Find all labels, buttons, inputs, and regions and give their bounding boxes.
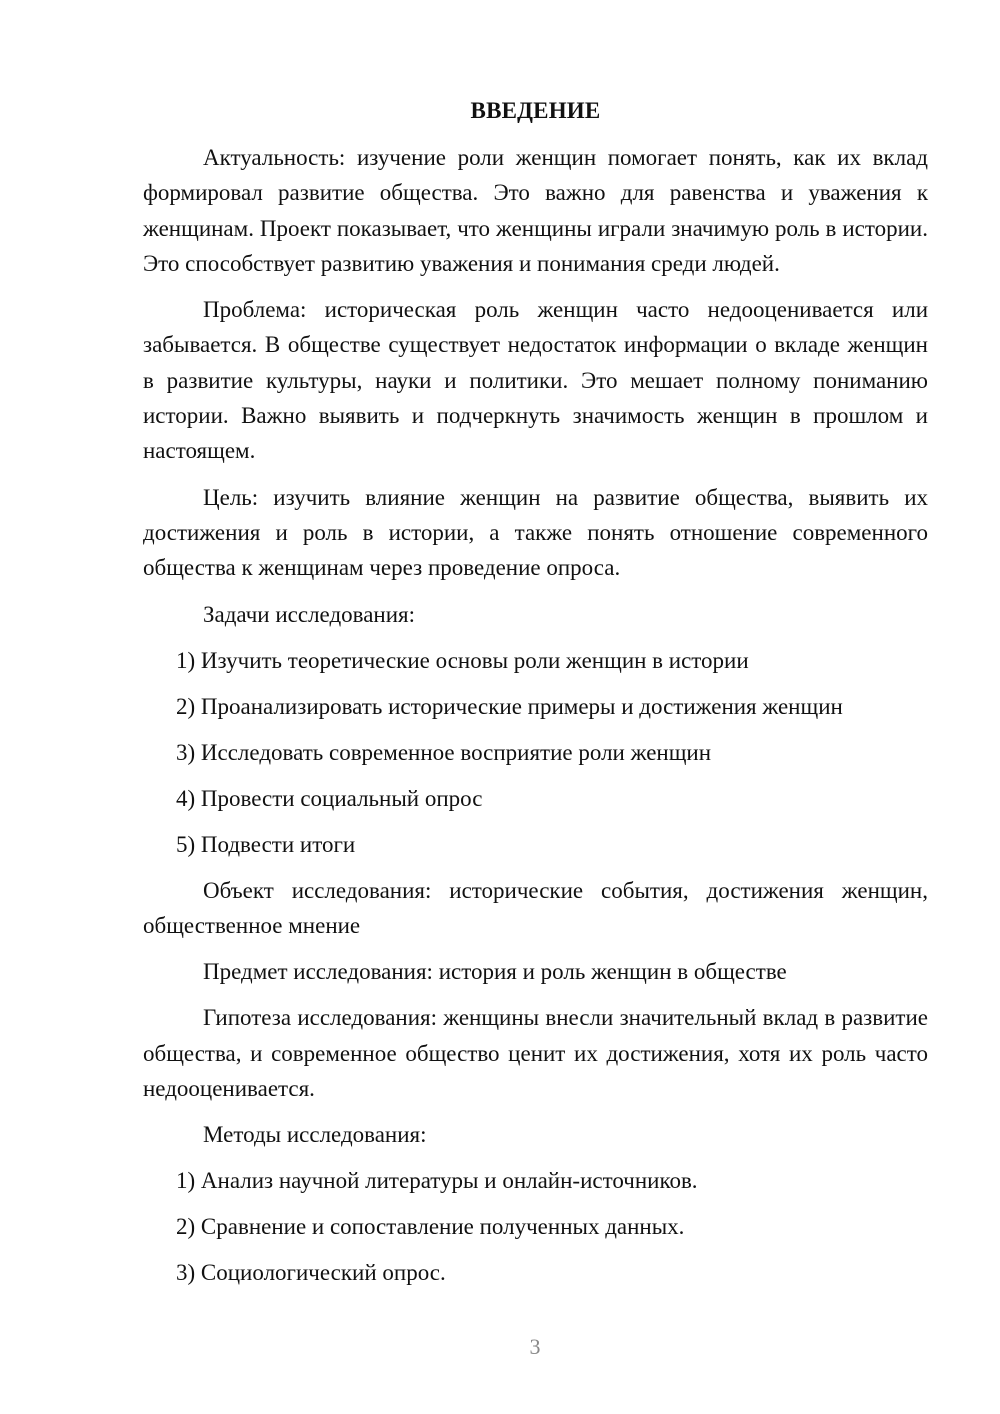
hypothesis-paragraph: Гипотеза исследования: женщины внесли значительный вклад в развитие общества, и современное общество ценит их достижения, хотя их роль часто недооценивается. xyxy=(143,1005,928,1102)
subject-paragraph: Предмет исследования: история и роль женщин в обществе xyxy=(203,959,787,985)
document-page xyxy=(143,96,928,1301)
methods-list xyxy=(143,1163,928,1290)
relevance-paragraph: Актуальность: изучение роли женщин помогает понять, как их вклад формировал развитие общества. Это важно для равенства и уважения к женщинам. Проект показывает, что женщины играли значимую роль в истории. Это способствует развитию уважения и понимания среди людей. xyxy=(143,145,928,276)
object-paragraph: Объект исследования: исторические события, достижения женщин, общественное мнение xyxy=(143,877,928,938)
page-title: ВВЕДЕНИЕ xyxy=(470,98,601,123)
list-item: 2) Сравнение и сопоставление полученных данных. xyxy=(176,1214,685,1240)
list-item: 1) Изучить теоретические основы роли женщин в истории xyxy=(176,647,749,673)
tasks-list xyxy=(143,643,928,862)
methods-heading: Методы исследования: xyxy=(203,1122,427,1148)
list-item: 5) Подвести итоги xyxy=(176,831,356,857)
page-number: 3 xyxy=(529,1334,541,1359)
list-item: 2) Проанализировать исторические примеры и достижения женщин xyxy=(176,693,843,719)
list-item: 3) Социологический опрос. xyxy=(176,1260,446,1286)
list-item: 4) Провести социальный опрос xyxy=(176,785,483,811)
list-item: 1) Анализ научной литературы и онлайн-источников. xyxy=(176,1168,698,1194)
list-item: 3) Исследовать современное восприятие роли женщин xyxy=(176,739,712,765)
problem-paragraph: Проблема: историческая роль женщин часто недооценивается или забывается. В обществе существует недостаток информации о вкладе женщин в развитие культуры, науки и политики. Это мешает полному пониманию истории. Важно выявить и подчеркнуть значимость женщин в прошлом и настоящем. xyxy=(143,297,928,464)
tasks-heading: Задачи исследования: xyxy=(203,601,416,627)
goal-paragraph: Цель: изучить влияние женщин на развитие общества, выявить их достижения и роль в истории, а также понять отношение современного общества к женщинам через проведение опроса. xyxy=(143,484,928,581)
